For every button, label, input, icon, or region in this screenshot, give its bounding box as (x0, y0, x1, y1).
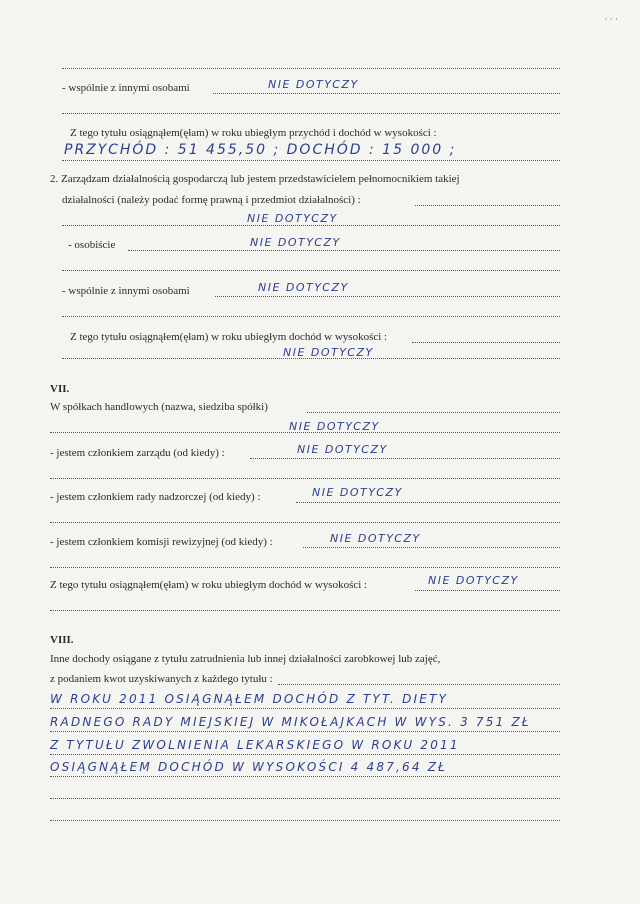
sec8-hand-line3: Z TYTUŁU ZWOLNIENIA LEKARSKIEGO W ROKU 2011 (50, 738, 460, 752)
dotted-line (296, 502, 560, 503)
dotted-line (50, 798, 560, 799)
corner-marks: · · · (604, 14, 618, 24)
dotted-line (128, 250, 560, 251)
sec8-hand-line2: RADNEGO RADY MIEJSKIEJ W MIKOŁAJKACH W WYS. 3 751 ZŁ (50, 715, 531, 729)
dotted-line (50, 820, 560, 821)
dotted-line (50, 522, 560, 523)
rada-label: - jestem członkiem rady nadzorczej (od kiedy) : (50, 491, 261, 503)
dotted-line (50, 776, 560, 777)
sec7-income-label: Z tego tytułu osiągnąłem(ęłam) w roku ubiegłym dochód w wysokości : (50, 579, 368, 591)
dotted-line (215, 296, 560, 297)
komisja-label: - jestem członkiem komisji rewizyjnej (od kiedy) : (50, 536, 273, 548)
dotted-line (62, 316, 560, 317)
sec8-line1: Inne dochody osiągane z tytułu zatrudnienia lub innej działalności zarobkowej lub zajęć, (50, 653, 441, 665)
wspolnie-value: NIE DOTYCZY (268, 78, 359, 91)
komisja-value: NIE DOTYCZY (330, 532, 421, 545)
dotted-line (62, 113, 560, 114)
dotted-line (412, 342, 560, 343)
dotted-line (50, 478, 560, 479)
dotted-line (62, 358, 560, 359)
osobiscie-label: - osobiście (68, 239, 116, 251)
rada-value: NIE DOTYCZY (312, 486, 403, 499)
dotted-line (303, 547, 560, 548)
zarzad-value: NIE DOTYCZY (297, 443, 388, 456)
dotted-line (62, 270, 560, 271)
income2-label: Z tego tytułu osiągnąłem(ęłam) w roku ubiegłym dochód w wysokości : (70, 331, 388, 343)
dotted-line (415, 590, 560, 591)
wspolnie2-label: - wspólnie z innymi osobami (62, 285, 190, 297)
sec8-hand-line4: OSIĄGNĄŁEM DOCHÓD W WYSOKOŚCI 4 487,64 ZŁ (50, 760, 448, 774)
zarzad-label: - jestem członkiem zarządu (od kiedy) : (50, 447, 225, 459)
sec7-intro-value: NIE DOTYCZY (289, 420, 380, 433)
wspolnie2-value: NIE DOTYCZY (258, 281, 349, 294)
dotted-line (62, 225, 560, 226)
dotted-line (50, 754, 560, 755)
osobiscie-value: NIE DOTYCZY (250, 236, 341, 249)
section-vii-heading: VII. (50, 383, 70, 395)
sec8-hand-line1: W ROKU 2011 OSIĄGNĄŁEM DOCHÓD Z TYT. DIETY (50, 692, 449, 706)
dotted-line (50, 731, 560, 732)
dotted-line (50, 610, 560, 611)
dotted-line (50, 432, 560, 433)
dotted-line (307, 412, 560, 413)
dotted-line (50, 708, 560, 709)
dotted-line (250, 458, 560, 459)
income-label: Z tego tytułu osiągnąłem(ęłam) w roku ubiegłym przychód i dochód w wysokości : (70, 127, 437, 139)
dotted-line (213, 93, 560, 94)
sec8-line2: z podaniem kwot uzyskiwanych z każdego tytułu : (50, 673, 273, 685)
section-viii-heading: VIII. (50, 634, 74, 646)
wspolnie-label: - wspólnie z innymi osobami (62, 82, 190, 94)
dotted-line (415, 205, 560, 206)
dotted-line (278, 684, 560, 685)
item2-line1: 2. Zarządzam działalnością gospodarczą lub jestem przedstawicielem pełnomocnikiem takiej (50, 173, 460, 185)
income-value: PRZYCHÓD : 51 455,50 ; DOCHÓD : 15 000 ; (64, 142, 457, 158)
item2-value: NIE DOTYCZY (247, 212, 338, 225)
dotted-line (62, 68, 560, 69)
income2-value: NIE DOTYCZY (283, 346, 374, 359)
item2-line2: działalności (należy podać formę prawną i przedmiot działalności) : (62, 194, 361, 206)
sec7-income-value: NIE DOTYCZY (428, 574, 519, 587)
dotted-line (50, 567, 560, 568)
sec7-intro: W spółkach handlowych (nazwa, siedziba spółki) (50, 401, 268, 413)
dotted-line (62, 160, 560, 161)
